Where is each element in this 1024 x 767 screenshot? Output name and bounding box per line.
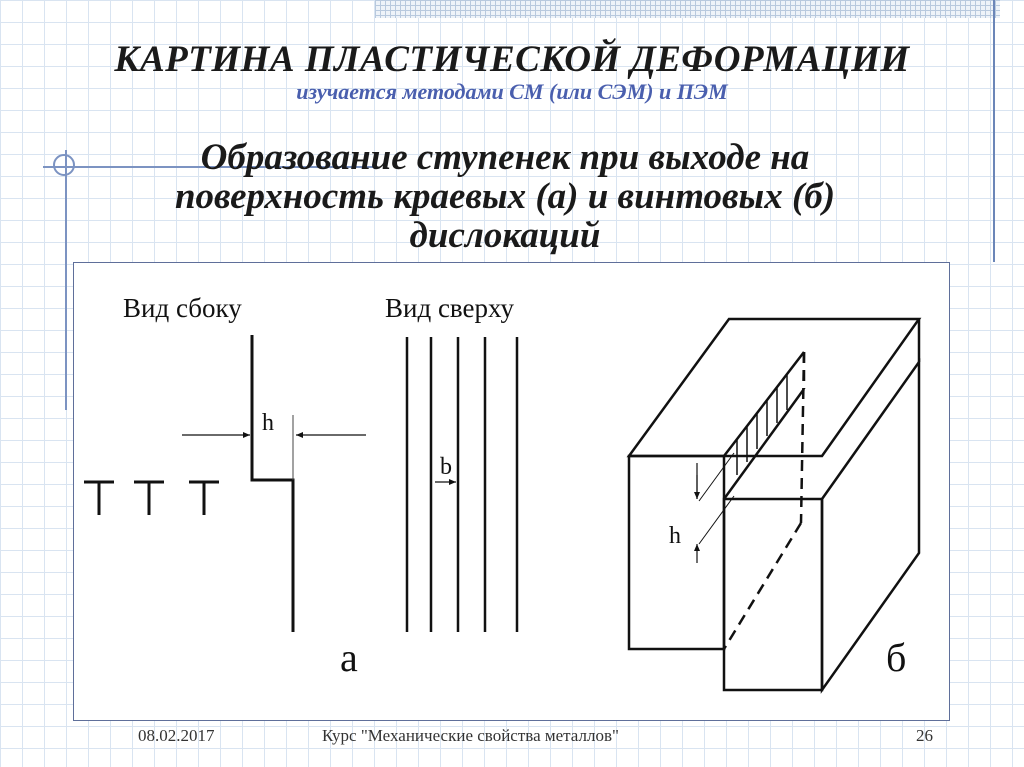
part-a-label: а — [340, 635, 358, 680]
step-height-label: h — [262, 410, 274, 436]
heading-line-1: Образование ступенек при выходе на — [200, 137, 810, 178]
decorative-top-bar — [375, 0, 1000, 18]
side-view-label: Вид сбоку — [123, 293, 242, 323]
surface-step-profile — [252, 335, 293, 632]
h-extension-bottom — [699, 496, 734, 544]
dislocation-figure — [73, 262, 950, 721]
part-b-label: б — [886, 635, 907, 680]
hidden-dislocation-lines — [724, 352, 804, 649]
slide-title: КАРТИНА ПЛАСТИЧЕСКОЙ ДЕФОРМАЦИИ — [114, 39, 910, 80]
dislocation-diagram — [74, 263, 949, 720]
slide-subtitle: изучается методами СМ (или СЭМ) и ПЭМ — [296, 79, 728, 104]
footer-page-number: 26 — [916, 726, 933, 745]
slide-heading — [0, 138, 1010, 255]
burgers-vector-label: b — [440, 454, 452, 480]
heading-line-2: поверхность краевых (а) и винтовых (б) — [174, 176, 836, 217]
slip-lines — [407, 337, 517, 632]
footer-course: Курс "Механические свойства металлов" — [322, 726, 619, 745]
screw-step-height-label: h — [669, 523, 681, 549]
heading-line-3: дислокаций — [409, 215, 601, 256]
screw-dislocation-block — [629, 319, 919, 690]
footer-date: 08.02.2017 — [138, 726, 215, 745]
edge-dislocation-symbols — [84, 482, 219, 515]
top-view-label: Вид сверху — [385, 293, 514, 323]
